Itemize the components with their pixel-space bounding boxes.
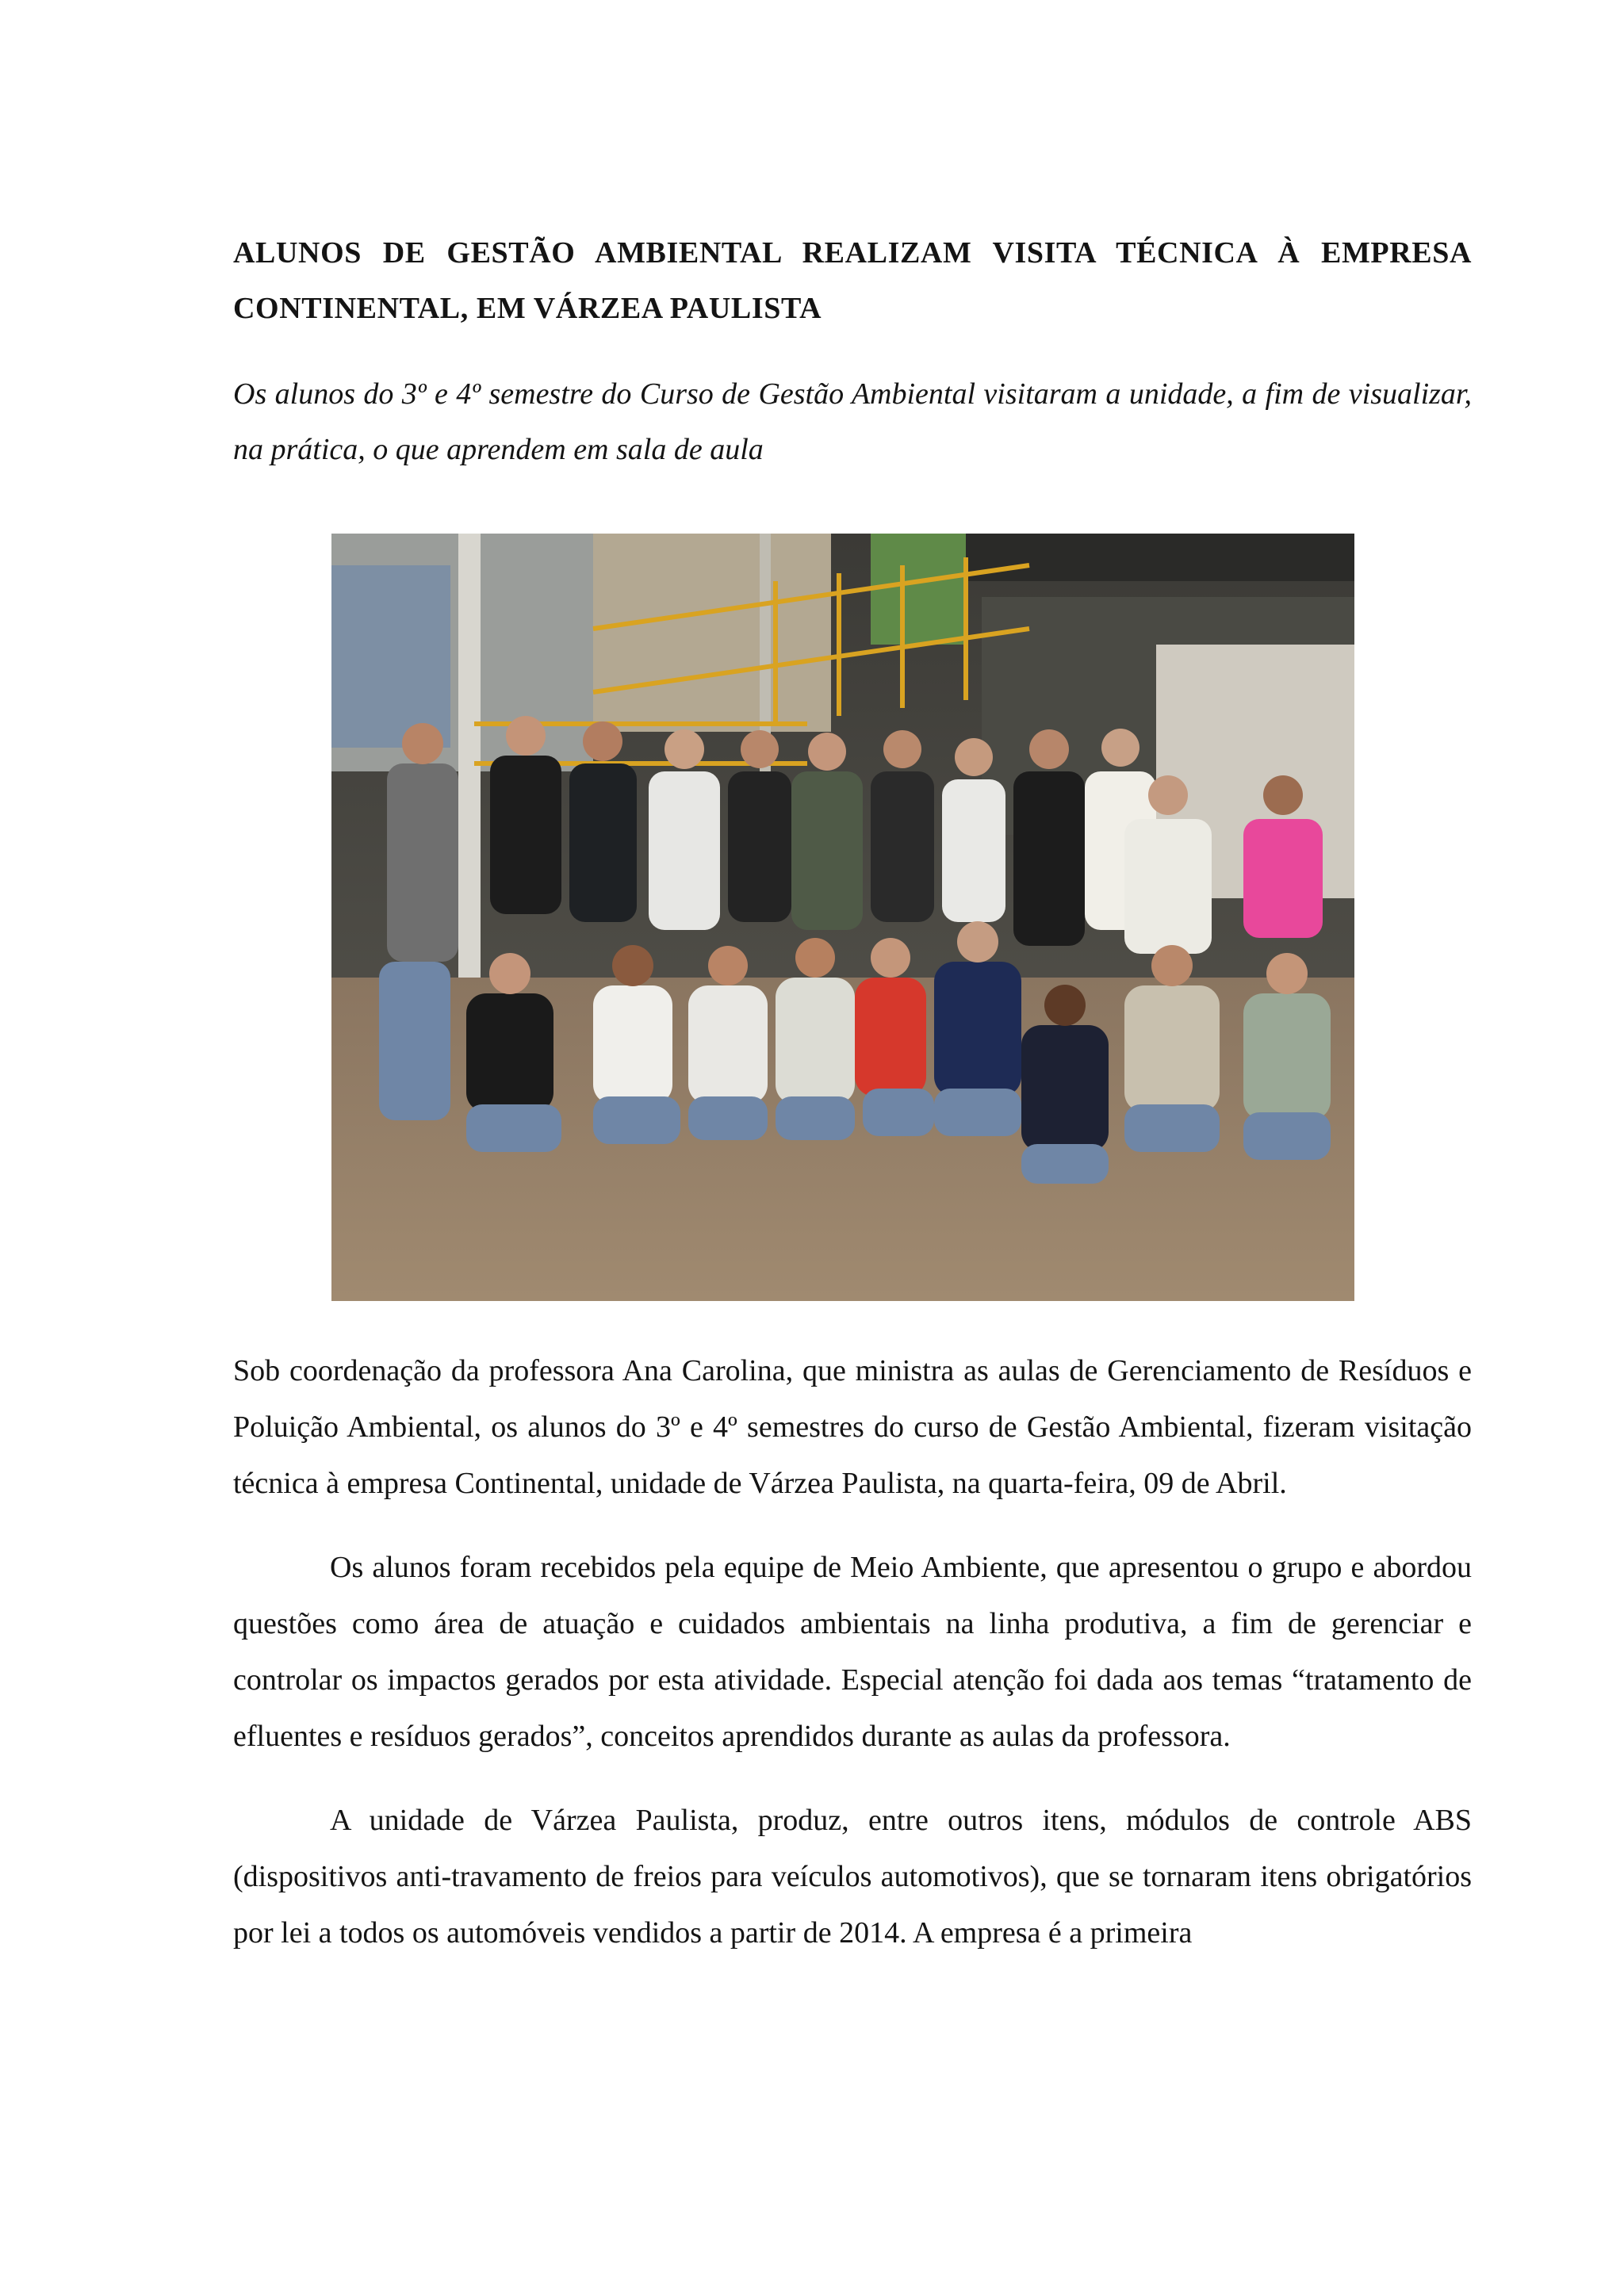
paragraph-1: Sob coordenação da professora Ana Carolina, que ministra as aulas de Gerenciamento de Resíduos e Poluição Ambiental, os alunos do 3º e 4º semestres do curso de Gestão Ambiental, fizeram visitação técnica à empresa Continental, unidade de Várzea Paulista, na quarta-feira, 09 de Abril.: [233, 1354, 1472, 1500]
article-body: [233, 1343, 1472, 1989]
article-subtitle: Os alunos do 3º e 4º semestre do Curso de Gestão Ambiental visitaram a unidade, a fim de visualizar, na prática, o que aprendem em sala de aula: [233, 377, 1472, 466]
group-photo-illustration: [331, 534, 1354, 1301]
article-title: ALUNOS DE GESTÃO AMBIENTAL REALIZAM VISITA TÉCNICA À EMPRESA CONTINENTAL, EM VÁRZEA PAULISTA: [233, 236, 1472, 325]
group-photo: [331, 534, 1354, 1301]
paragraph-3: A unidade de Várzea Paulista, produz, entre outros itens, módulos de controle ABS (dispositivos anti-travamento de freios para veículos automotivos), que se tornaram itens obrigatórios por lei a todos os automóveis vendidos a partir de 2014. A empresa é a primeira: [233, 1804, 1472, 1950]
paragraph-2: Os alunos foram recebidos pela equipe de Meio Ambiente, que apresentou o grupo e abordou questões como área de atuação e cuidados ambientais na linha produtiva, a fim de gerenciar e controlar os impactos gerados por esta atividade. Especial atenção foi dada aos temas “tratamento de efluentes e resíduos gerados”, conceitos aprendidos durante as aulas da professora.: [233, 1551, 1472, 1753]
